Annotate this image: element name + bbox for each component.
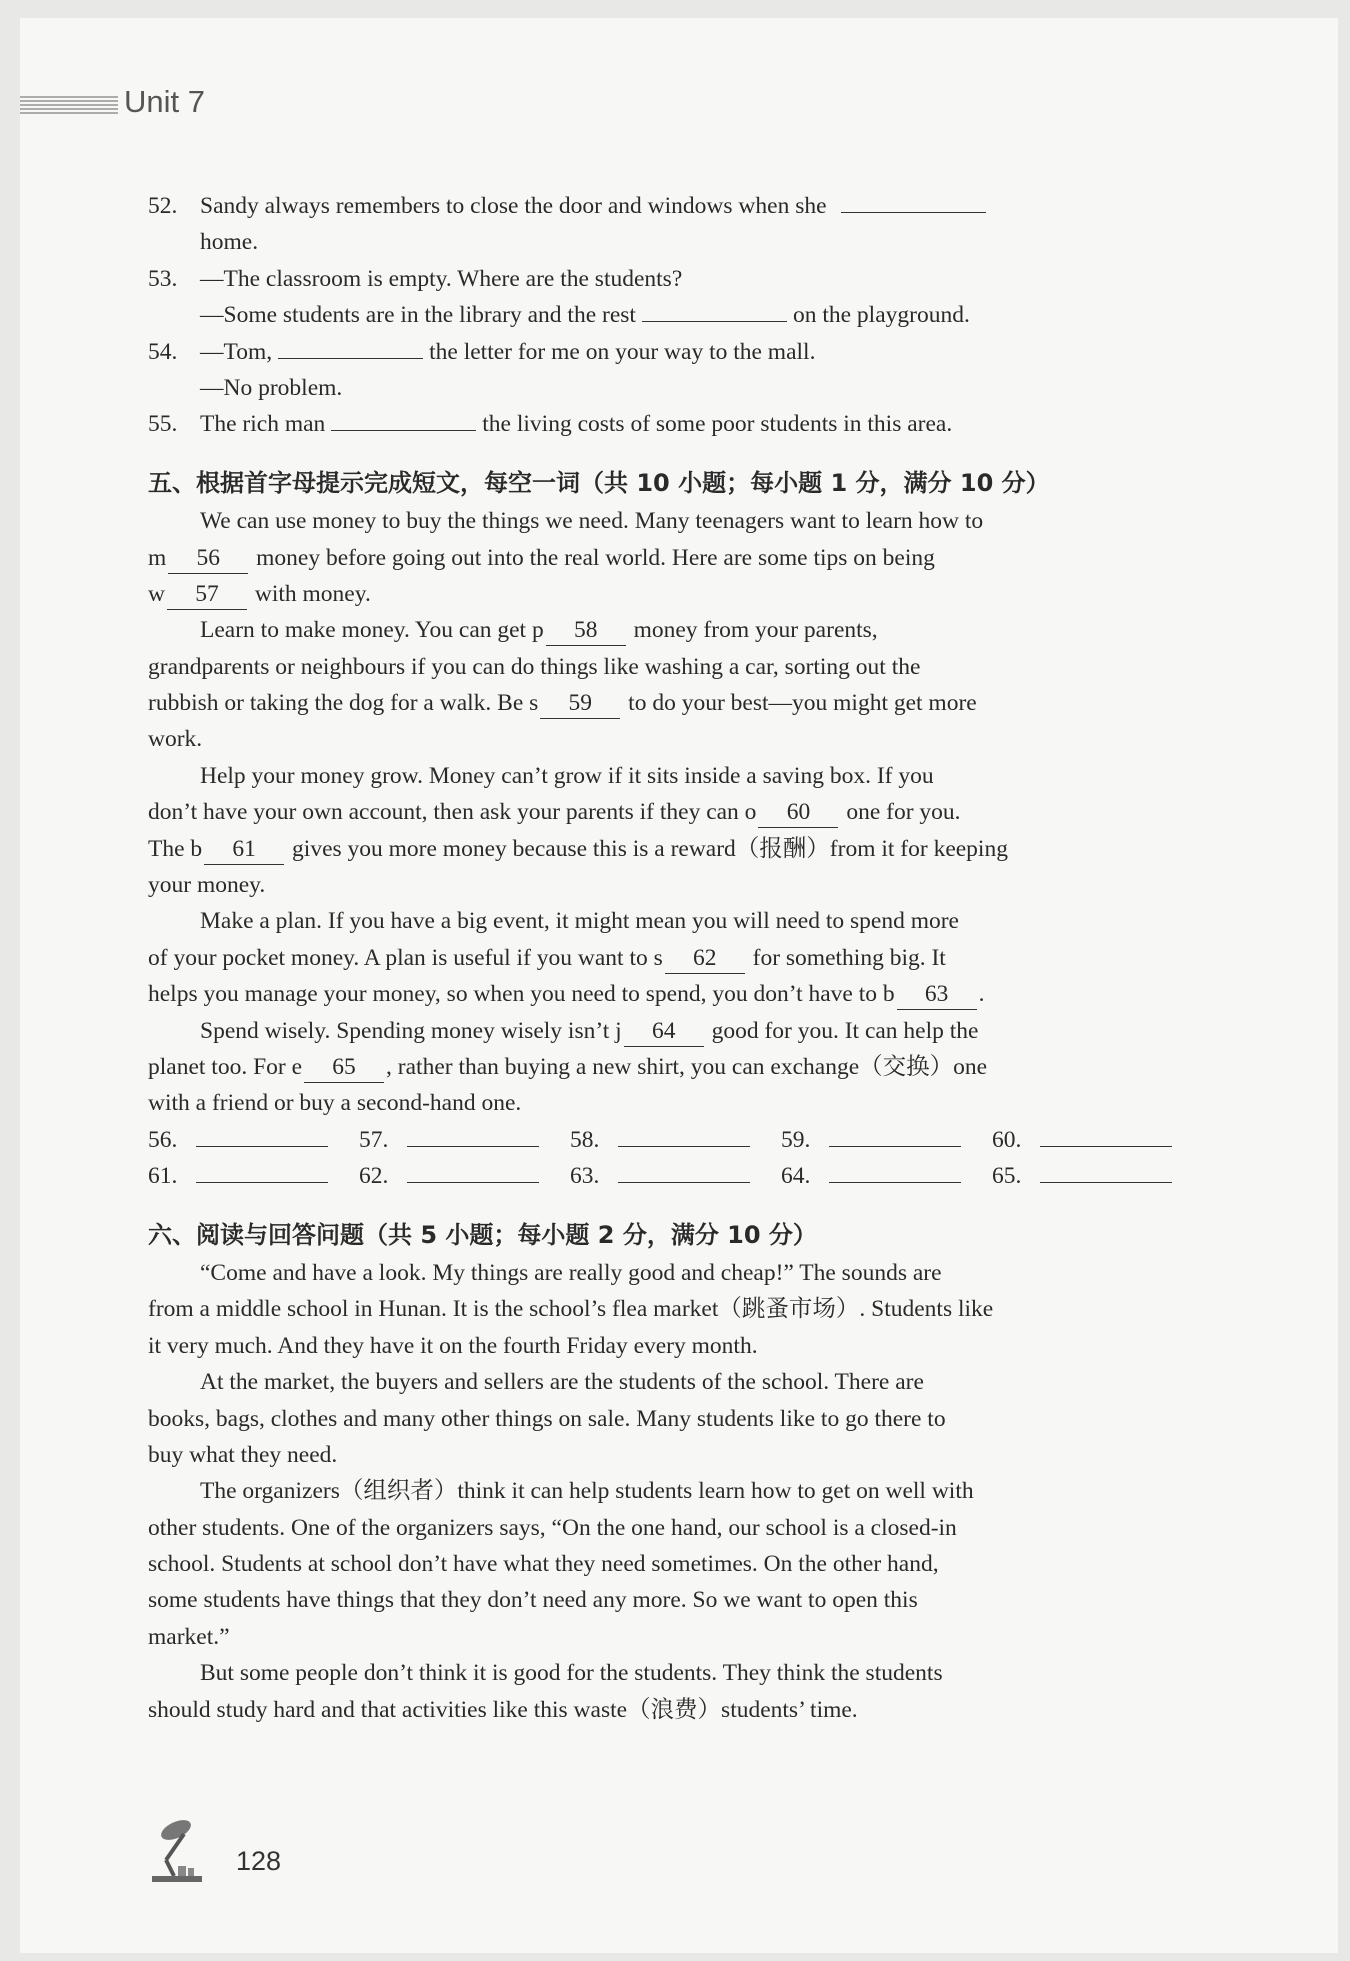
cloze-blank[interactable]: 57 xyxy=(167,579,247,610)
answer-slot: 60. xyxy=(992,1122,1203,1158)
answer-blank[interactable] xyxy=(618,1160,750,1183)
answer-blank[interactable] xyxy=(1040,1124,1172,1147)
passage-line: “Come and have a look. My things are really good and cheap!” The sounds are xyxy=(200,1259,942,1286)
passage-line: Help your money grow. Money can’t grow if it sits inside a saving box. If you xyxy=(200,762,934,789)
answer-blank[interactable] xyxy=(407,1124,539,1147)
passage-line: it very much. And they have it on the fourth Friday every month. xyxy=(148,1332,758,1359)
cloze-blank[interactable]: 59 xyxy=(540,688,620,719)
cloze-blank[interactable]: 63 xyxy=(897,979,977,1010)
passage-line: Spend wisely. Spending money wisely isn’t j 64 good for you. It can help the xyxy=(148,1013,1202,1049)
passage-line: other students. One of the organizers says, “On the one hand, our school is a closed-in xyxy=(148,1514,957,1541)
workbook-page xyxy=(20,18,1338,1953)
passage-line: The organizers（组织者）think it can help students learn how to get on well with xyxy=(200,1478,974,1505)
passage-line: should study hard and that activities like this waste（浪费）students’ time. xyxy=(148,1696,858,1723)
passage-line: We can use money to buy the things we need. Many teenagers want to learn how to xyxy=(200,508,984,535)
answer-slot: 65. xyxy=(992,1158,1203,1194)
passage-line: your money. xyxy=(148,872,266,899)
passage-line: work. xyxy=(148,726,203,753)
unit-title: Unit 7 xyxy=(124,84,205,119)
passage-line: helps you manage your money, so when you need to spend, you don’t have to b 63 . xyxy=(148,976,1202,1012)
cloze-blank[interactable]: 58 xyxy=(546,615,626,646)
passage-line: Make a plan. If you have a big event, it might mean you will need to spend more xyxy=(200,908,959,935)
answer-slot: 58. xyxy=(570,1122,781,1158)
answer-blank[interactable] xyxy=(829,1124,961,1147)
answer-slot: 64. xyxy=(781,1158,992,1194)
passage-line: Learn to make money. You can get p 58 money from your parents, xyxy=(148,612,1202,648)
passage-line: market.” xyxy=(148,1623,230,1650)
unit-header xyxy=(20,80,420,130)
passage-line: rubbish or taking the dog for a walk. Be s 59 to do your best—you might get more xyxy=(148,685,1202,721)
page-footer xyxy=(148,1808,448,1888)
answer-row xyxy=(148,1158,1202,1194)
answer-blank[interactable] xyxy=(841,188,986,213)
section-6-passage xyxy=(148,1255,1202,1728)
passage-line: from a middle school in Hunan. It is the school’s flea market（跳蚤市场）. Students like xyxy=(148,1296,994,1323)
passage-line: At the market, the buyers and sellers are the students of the school. There are xyxy=(200,1369,924,1396)
answer-slot: 61. xyxy=(148,1158,359,1194)
answer-blank[interactable] xyxy=(196,1124,328,1147)
answer-blank[interactable] xyxy=(618,1124,750,1147)
passage-line: buy what they need. xyxy=(148,1441,338,1468)
section-6-title: 六、阅读与回答问题（共 5 小题；每小题 2 分，满分 10 分） xyxy=(148,1220,817,1249)
passage-line: some students have things that they don’t need any more. So we want to open this xyxy=(148,1587,918,1614)
answer-slot: 57. xyxy=(359,1122,570,1158)
passage-line: grandparents or neighbours if you can do things like washing a car, sorting out the xyxy=(148,653,921,680)
page-number: 128 xyxy=(236,1846,282,1876)
section-5-answer-grid xyxy=(148,1122,1202,1195)
answer-row xyxy=(148,1122,1202,1158)
cloze-blank[interactable]: 64 xyxy=(624,1016,704,1047)
answer-blank[interactable] xyxy=(196,1160,328,1183)
passage-line: The b 61 gives you more money because this is a reward（报酬）from it for keeping xyxy=(148,831,1202,867)
header-stripes xyxy=(20,96,118,114)
cloze-blank[interactable]: 60 xyxy=(758,797,838,828)
answer-slot: 62. xyxy=(359,1158,570,1194)
answer-blank[interactable] xyxy=(331,406,476,431)
question-54: 54. —Tom, the letter for me on your way to the mall. xyxy=(148,334,1202,370)
question-55: 55. The rich man the living costs of some poor students in this area. xyxy=(148,406,1202,442)
desk-lamp-icon xyxy=(148,1808,228,1888)
passage-line: with a friend or buy a second-hand one. xyxy=(148,1090,522,1117)
passage-line: w 57 with money. xyxy=(148,576,1202,612)
page-content: 52. Sandy always remembers to close the door and windows when she home. 53. —The classroom is empty. Where are the students? —Some students are in the library and the rest on the playground. 54. —Tom, the letter for me on your way to the mall. —No problem. 55. The rich man the living costs of some poor students in this area. 五、根据首字母提示完成短文，每空一词（共 10 小题；每小题 1 分，满分 10 分） We can use money to buy the things we need. Many teenagers want to learn how to m 56 money before going out into the real world. Here are some tips on being w 57 with money. Learn to make money. You can get p 58 money from your parents, grandparents or neighbours if you can do things like washing a car, sorting out the rubbish or taking the dog for a walk. Be s 59 to do your best—you might get more work. Help your money grow. Money can’t grow if it sits inside a saving box. If you don’t have your own account, then ask your parents if they can o 60 one for you. The b 61 gives you more money because this is a reward（报酬）from it for keeping your money. Make a plan. If you have a big event, it might mean you will need to spend more of your pocket money. A plan is useful if you want to s 62 for something big. It helps you manage your money, so when you need to spend, you don’t have to b 63 . Spend wisely. Spending money wisely isn’t j 64 good for you. It can help the planet too. For e 65 , rather than buying a new shirt, you can exchange（交换）one with a friend or buy a second-hand one. 56. 57. 58. 59. 60. 61. 62. 63. 64. 65. 六、阅读与回答问题（共 5 小题；每小题 2 分，满分 10 分） “Come and have a look. My things are really good and cheap!” The sounds are from a middle school in Hunan. It is the school’s flea market（跳蚤市场）. Students like it very much. And they have it on the fourth Friday every month. At the market, the buyers and sellers are the students of the school. There are books, bags, clothes and many other things on sale. Many students like to go there to buy what they need. The organizers（组织者）think it can help students learn how to get on well with other students. One of the organizers says, “On the one hand, our school is a closed-in school. Students at school don’t have what they need sometimes. On the other hand, some students have things that they don’t need any more. So we want to open this market.” But some people don’t think it is good for the students. They think the students should study hard and that activities like this waste（浪费）students’ time. xyxy=(148,188,1202,1728)
passage-line: books, bags, clothes and many other things on sale. Many students like to go there to xyxy=(148,1405,946,1432)
section-5-passage xyxy=(148,503,1202,1122)
answer-slot: 59. xyxy=(781,1122,992,1158)
passage-line: school. Students at school don’t have what they need sometimes. On the other hand, xyxy=(148,1551,939,1578)
answer-slot: 56. xyxy=(148,1122,359,1158)
answer-blank[interactable] xyxy=(829,1160,961,1183)
answer-blank[interactable] xyxy=(278,334,423,359)
passage-line: planet too. For e 65 , rather than buying a new shirt, you can exchange（交换）one xyxy=(148,1049,1202,1085)
answer-blank[interactable] xyxy=(642,297,787,322)
cloze-blank[interactable]: 61 xyxy=(204,834,284,865)
question-52: 52. Sandy always remembers to close the door and windows when she xyxy=(148,188,1202,224)
question-53: 53. —The classroom is empty. Where are the students? xyxy=(148,265,683,292)
answer-blank[interactable] xyxy=(407,1160,539,1183)
answer-slot: 63. xyxy=(570,1158,781,1194)
cloze-blank[interactable]: 62 xyxy=(665,943,745,974)
answer-blank[interactable] xyxy=(1040,1160,1172,1183)
section-5-title: 五、根据首字母提示完成短文，每空一词（共 10 小题；每小题 1 分，满分 10 分） xyxy=(148,468,1050,497)
passage-line: don’t have your own account, then ask your parents if they can o 60 one for you. xyxy=(148,794,1202,830)
cloze-blank[interactable]: 65 xyxy=(304,1052,384,1083)
passage-line: But some people don’t think it is good for the students. They think the students xyxy=(200,1660,943,1687)
cloze-blank[interactable]: 56 xyxy=(168,543,248,574)
passage-line: m 56 money before going out into the real world. Here are some tips on being xyxy=(148,540,1202,576)
passage-line: of your pocket money. A plan is useful if you want to s 62 for something big. It xyxy=(148,940,1202,976)
